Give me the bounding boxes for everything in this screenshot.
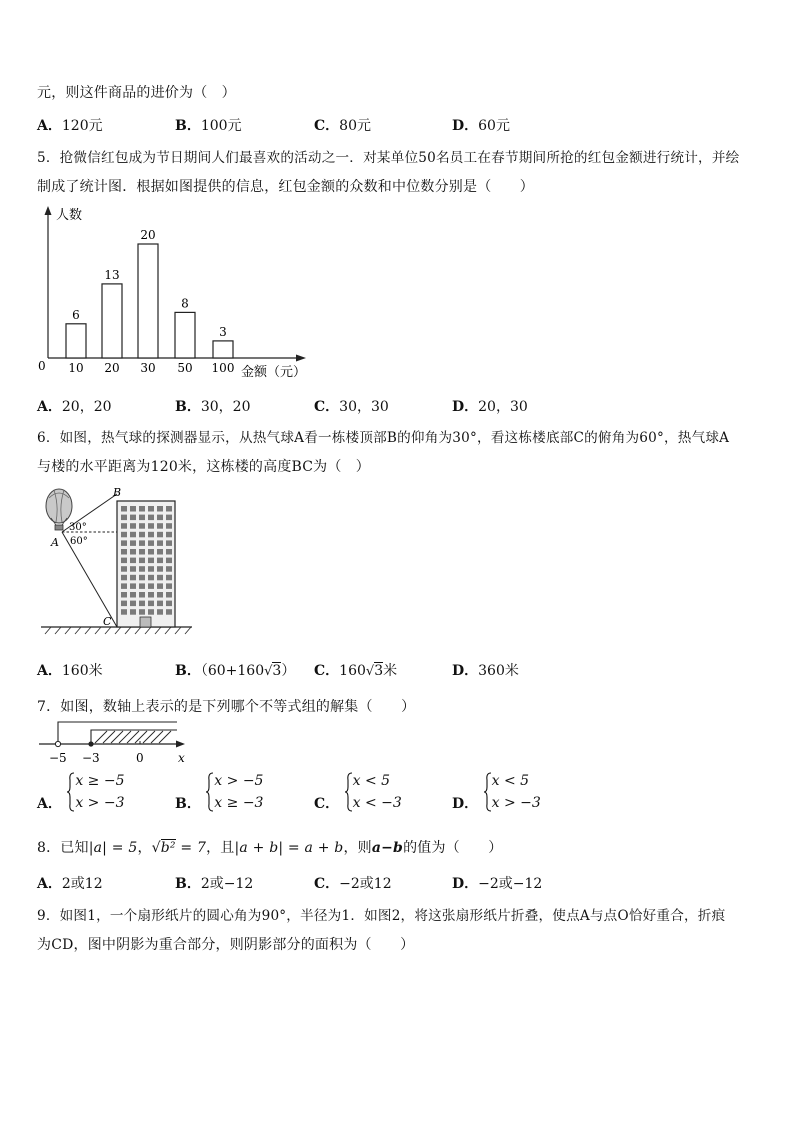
window: [166, 540, 172, 546]
window: [166, 575, 172, 581]
q8-option-b[interactable]: B．2或−12: [175, 876, 254, 892]
window: [157, 558, 163, 564]
window: [121, 540, 127, 546]
window: [139, 523, 145, 529]
window: [121, 592, 127, 598]
brace-icon: [66, 772, 75, 812]
window: [157, 532, 163, 538]
window: [148, 515, 154, 521]
y-axis-label: 人数: [56, 208, 83, 223]
q5-option-a[interactable]: A．20，20: [37, 399, 112, 415]
window: [148, 575, 154, 581]
q6-option-a[interactable]: A．160米: [37, 663, 103, 679]
q6-stem-line1: 6．如图，热气球的探测器显示，从热气球A看一栋楼顶部B的仰角为30°，看这栋楼底部C的俯角为60°，热气球A: [37, 430, 730, 446]
window: [157, 515, 163, 521]
window: [157, 592, 163, 598]
window: [121, 575, 127, 581]
q4-option-b[interactable]: B．100元: [175, 118, 242, 134]
window: [157, 523, 163, 529]
q8-option-a[interactable]: A．2或12: [37, 876, 103, 892]
window: [121, 523, 127, 529]
window: [139, 549, 145, 555]
window: [166, 609, 172, 615]
window: [157, 540, 163, 546]
window: [130, 566, 136, 572]
window: [139, 601, 145, 607]
window: [148, 558, 154, 564]
q4-option-a[interactable]: A．120元: [37, 118, 103, 134]
window: [166, 592, 172, 598]
window: [130, 506, 136, 512]
window: [148, 532, 154, 538]
category-tick-label: 30: [140, 361, 156, 375]
bracket-from-minus5: [58, 722, 177, 744]
bar-30: [138, 244, 158, 358]
q7-option-d[interactable]: D． x < 5 x > −3: [452, 773, 541, 812]
bar-20: [102, 284, 122, 358]
window: [148, 592, 154, 598]
window: [130, 601, 136, 607]
window: [121, 601, 127, 607]
window: [121, 532, 127, 538]
window: [121, 583, 127, 589]
window: [121, 506, 127, 512]
window: [148, 523, 154, 529]
y-axis-arrow-icon: [45, 206, 52, 215]
bar-50: [175, 312, 195, 358]
window: [166, 506, 172, 512]
q8-options: [37, 873, 757, 893]
ground-hatching: [45, 627, 191, 634]
window: [148, 506, 154, 512]
window: [148, 609, 154, 615]
window: [139, 575, 145, 581]
window: [139, 515, 145, 521]
q7-options: [37, 770, 757, 816]
number-line-arrow-icon: [176, 741, 185, 748]
q4-options: [37, 115, 757, 135]
hatch-region: [95, 731, 171, 743]
window: [166, 583, 172, 589]
window: [148, 549, 154, 555]
label-C: C: [103, 615, 112, 628]
q6-option-b[interactable]: B．（60+160√3）: [175, 663, 296, 679]
window: [130, 609, 136, 615]
open-dot-minus5: [55, 741, 60, 746]
bar-10: [66, 324, 86, 358]
window: [130, 592, 136, 598]
window: [148, 583, 154, 589]
window: [121, 549, 127, 555]
bar-value-label: 8: [181, 296, 189, 311]
angle-60: 60°: [70, 536, 88, 547]
q6-option-d[interactable]: D．360米: [452, 663, 519, 679]
category-tick-label: 50: [177, 361, 193, 375]
q5-option-d[interactable]: D．20，30: [452, 399, 528, 415]
axis-x-label: x: [178, 751, 185, 765]
window: [157, 575, 163, 581]
brace-icon: [205, 772, 214, 812]
category-tick-label: 10: [68, 361, 84, 375]
window: [139, 532, 145, 538]
window: [139, 558, 145, 564]
window: [148, 540, 154, 546]
bar-value-label: 13: [104, 267, 120, 282]
window: [121, 566, 127, 572]
balloon: [46, 489, 72, 523]
bar-value-label: 20: [140, 228, 156, 242]
balloon-building-figure: [37, 484, 197, 636]
closed-dot-minus3: [88, 741, 93, 746]
window: [130, 523, 136, 529]
q6-options: [37, 660, 757, 680]
q7-stem: 7．如图，数轴上表示的是下列哪个不等式组的解集（ ）: [37, 699, 416, 715]
building-door: [140, 617, 151, 627]
bar-value-label: 3: [219, 324, 227, 339]
angle-30: 30°: [69, 522, 87, 533]
q4-option-d[interactable]: D．60元: [452, 118, 510, 134]
window: [166, 549, 172, 555]
bar-chart: [30, 200, 320, 385]
label-A: A: [51, 536, 59, 549]
window: [139, 583, 145, 589]
brace-icon: [483, 772, 492, 812]
bar-100: [213, 341, 233, 358]
tick-minus5: −5: [49, 751, 67, 765]
window: [148, 566, 154, 572]
window: [121, 558, 127, 564]
window: [130, 583, 136, 589]
x-axis-arrow-icon: [296, 355, 306, 362]
tick-zero: 0: [136, 751, 144, 765]
window: [130, 558, 136, 564]
balloon-basket: [55, 525, 63, 530]
number-line-figure: [37, 716, 197, 768]
window: [157, 506, 163, 512]
q7-option-c[interactable]: C． x < 5 x < −3: [314, 773, 402, 812]
x-axis-label: 金额（元）: [241, 365, 307, 380]
window: [157, 566, 163, 572]
window: [121, 515, 127, 521]
q8-stem: 8．已知|a| = 5，√b² = 7，且|a + b| = a + b，则a−b的值为（ ）: [37, 840, 503, 856]
window: [139, 609, 145, 615]
brace-icon: [344, 772, 353, 812]
tick-minus3: −3: [82, 751, 100, 765]
label-B: B: [113, 486, 122, 499]
window: [157, 601, 163, 607]
window: [139, 540, 145, 546]
q5-options: [37, 396, 757, 416]
window: [166, 532, 172, 538]
window: [166, 523, 172, 529]
window: [130, 540, 136, 546]
q5-option-b[interactable]: B．30，20: [175, 399, 251, 415]
category-tick-label: 20: [104, 361, 120, 375]
window: [157, 583, 163, 589]
q5-option-c[interactable]: C．30，30: [314, 399, 389, 415]
q6-option-c[interactable]: C．160√3米: [314, 663, 398, 679]
q6-stem-line2: 与楼的水平距离为120米，这栋楼的高度BC为（ ）: [37, 459, 370, 475]
window: [166, 558, 172, 564]
window: [121, 609, 127, 615]
window: [166, 566, 172, 572]
window: [130, 575, 136, 581]
window: [157, 549, 163, 555]
q5-stem-line2: 制成了统计图．根据如图提供的信息，红包金额的众数和中位数分别是（ ）: [37, 179, 534, 195]
window: [139, 566, 145, 572]
window: [130, 532, 136, 538]
q4-stem-tail: 元，则这件商品的进价为（ ）: [37, 85, 236, 101]
window: [139, 592, 145, 598]
window: [139, 506, 145, 512]
window: [130, 515, 136, 521]
q5-stem-line1: 5．抢微信红包成为节日期间人们最喜欢的活动之一．对某单位50名员工在春节期间所抢的红包金额进行统计，并绘: [37, 150, 740, 166]
q9-stem-line1: 9．如图1，一个扇形纸片的圆心角为90°，半径为1．如图2，将这张扇形纸片折叠，使点A与点O恰好重合，折痕: [37, 908, 726, 924]
window: [157, 609, 163, 615]
window: [130, 549, 136, 555]
origin-label: 0: [38, 359, 46, 373]
category-tick-label: 100: [211, 361, 235, 375]
q7-option-b[interactable]: B． x > −5 x ≥ −3: [175, 773, 264, 812]
window: [166, 515, 172, 521]
q7-option-a[interactable]: A． x ≥ −5 x > −3: [37, 773, 125, 812]
q8-option-d[interactable]: D．−2或−12: [452, 876, 543, 892]
window: [148, 601, 154, 607]
window: [166, 601, 172, 607]
q9-stem-line2: 为CD，图中阴影为重合部分，则阴影部分的面积为（ ）: [37, 937, 415, 953]
bar-value-label: 6: [72, 307, 80, 322]
q4-option-c[interactable]: C．80元: [314, 118, 371, 134]
q8-option-c[interactable]: C．−2或12: [314, 876, 392, 892]
bars: [66, 228, 234, 375]
